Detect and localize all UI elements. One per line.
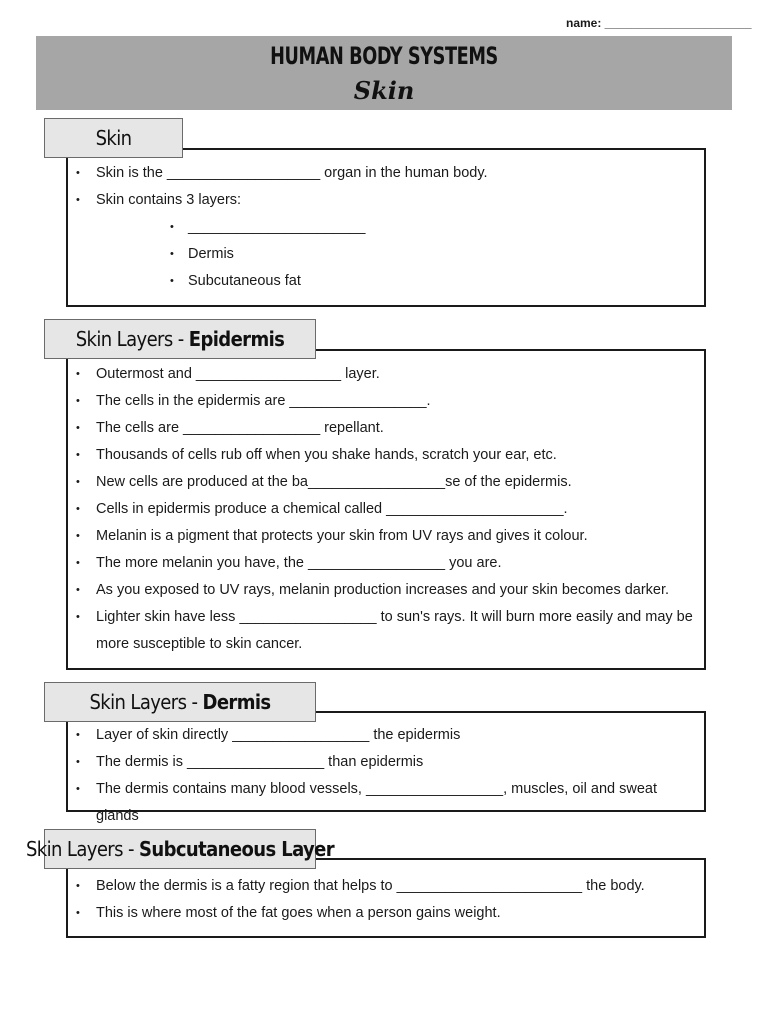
list-item: • Skin contains 3 layers: — [70, 187, 694, 214]
list-item: • The cells are _________________ repellant. — [70, 415, 694, 442]
worksheet-title: HUMAN BODY SYSTEMS — [270, 42, 498, 70]
list-item: • Layer of skin directly _________________ the epidermis — [70, 722, 694, 749]
list-item: • Dermis — [70, 241, 694, 268]
tab-label: Skin — [95, 126, 132, 150]
tab-label-prefix: Skin Layers - — [75, 327, 189, 351]
list-item: • Skin is the ___________________ organ in the human body. — [70, 160, 694, 187]
name-field-label[interactable]: name: ______________________ — [566, 16, 752, 30]
list-item: • Cells in epidermis produce a chemical called ______________________. — [70, 496, 694, 523]
list-item: • This is where most of the fat goes when a person gains weight. — [70, 900, 694, 927]
subcutaneous-section-box — [66, 858, 706, 938]
list-item: • New cells are produced at the ba_________________se of the epidermis. — [70, 469, 694, 496]
tab-label-bold: Dermis — [202, 690, 271, 714]
list-item: • The dermis contains many blood vessels, _________________, muscles, oil and sweat glands — [70, 776, 694, 830]
epidermis-section-box — [66, 349, 706, 670]
skin-section-box — [66, 148, 706, 307]
list-item: • Outermost and __________________ layer. — [70, 361, 694, 388]
dermis-section-list — [70, 722, 694, 830]
list-item: • Thousands of cells rub off when you shake hands, scratch your ear, etc. — [70, 442, 694, 469]
list-item: • Below the dermis is a fatty region that helps to _______________________ the body. — [70, 873, 694, 900]
tab-label-bold: Subcutaneous Layer — [139, 837, 335, 861]
list-item: • ______________________ — [70, 214, 694, 241]
list-item: • Subcutaneous fat — [70, 268, 694, 295]
list-item: • The cells in the epidermis are _________________. — [70, 388, 694, 415]
skin-section-list — [70, 160, 694, 214]
list-item: • The dermis is _________________ than epidermis — [70, 749, 694, 776]
epidermis-section-list — [70, 361, 694, 658]
section-tab-dermis — [44, 682, 316, 722]
section-tab-epidermis — [44, 319, 316, 359]
skin-layers-sublist — [70, 214, 694, 295]
worksheet-header — [36, 36, 732, 110]
dermis-section-box — [66, 711, 706, 824]
tab-label-prefix: Skin Layers - — [89, 690, 203, 714]
list-item: • Melanin is a pigment that protects your skin from UV rays and gives it colour. — [70, 523, 694, 550]
list-item: • The more melanin you have, the _________________ you are. — [70, 550, 694, 577]
tab-label-bold: Epidermis — [188, 327, 285, 351]
section-tab-skin — [44, 118, 183, 158]
worksheet-subtitle: Skin — [353, 76, 415, 105]
tab-label-prefix: Skin Layers - — [25, 837, 139, 861]
list-item: • Lighter skin have less _________________ to sun's rays. It will burn more easily and may be more susceptible to skin cancer. — [70, 604, 694, 658]
list-item: • As you exposed to UV rays, melanin production increases and your skin becomes darker. — [70, 577, 694, 604]
section-tab-subcutaneous — [25, 829, 335, 869]
subcutaneous-section-list — [70, 873, 694, 927]
